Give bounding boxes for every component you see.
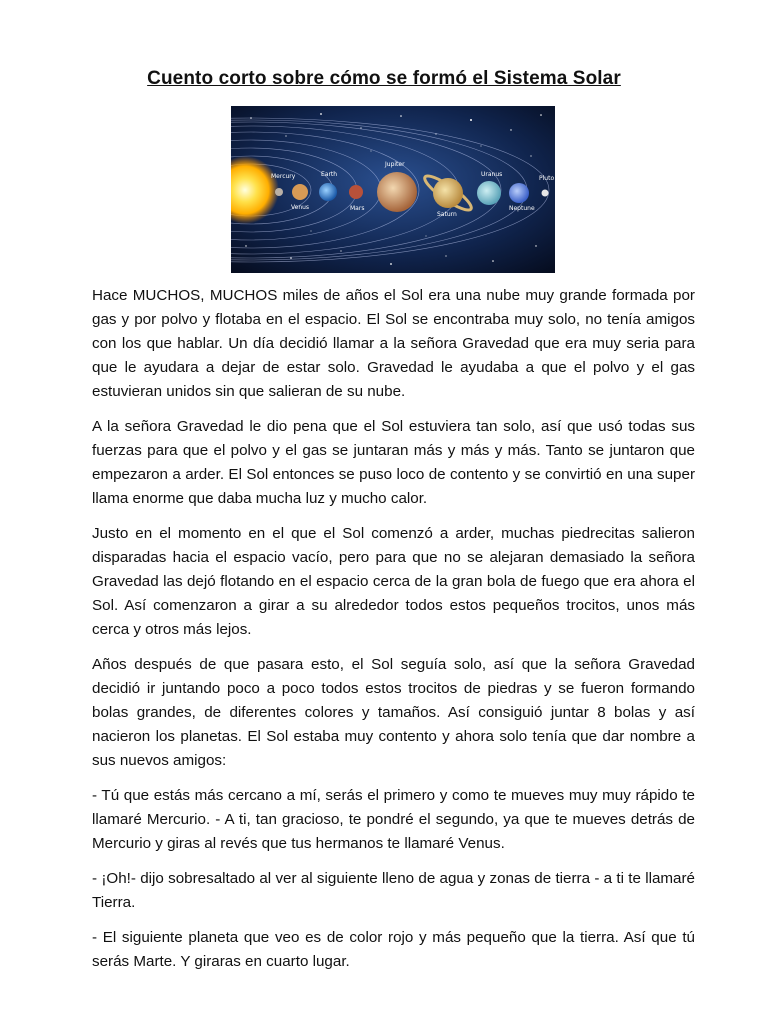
mercury-planet [275, 188, 283, 196]
solar-system-illustration [231, 106, 555, 273]
label-mercury: Mercury [271, 173, 296, 180]
paragraph: Hace MUCHOS, MUCHOS miles de años el Sol era una nube muy grande formada por gas y por polvo y flotaba en el espacio. El Sol se encontraba muy solo, no tenía amigos con los que hablar. Un día decidió llamar a la señora Gravedad que era muy seria para que le ayudara a dejar de estar solo. Gravedad le ayudaba a que el polvo y el gas estuvieran unidos sin que salieran de su nube. [92, 287, 695, 400]
paragraph: - El siguiente planeta que veo es de color rojo y más pequeño que la tierra. Así que tú serás Marte. Y giraras en cuarto lugar. [92, 929, 695, 970]
page-title: Cuento corto sobre cómo se formó el Sistema Solar [147, 68, 621, 89]
paragraph: Justo en el momento en el que el Sol comenzó a arder, muchas piedrecitas salieron disparadas hacia el espacio vacío, pero para que no se alejaran demasiado la señora Gravedad las dejó flotando en el espacio cerca de la gran bola de fuego que era ahora el Sol. Así comenzaron a girar a su alrededor todos estos pequeños trocitos, unos más cerca y otros más lejos. [92, 525, 695, 638]
label-saturn: Saturn [437, 211, 457, 218]
paragraph: - ¡Oh!- dijo sobresaltado al ver al siguiente lleno de agua y zonas de tierra - a ti te llamaré Tierra. [92, 870, 695, 911]
paragraph: - Tú que estás más cercano a mí, serás el primero y como te mueves muy muy rápido te llamaré Mercurio. - A ti, tan gracioso, te pondré el segundo, ya que te mueves detrás de Mercurio y giras al revés que tus hermanos te llamaré Venus. [92, 787, 695, 852]
label-earth: Earth [321, 171, 338, 178]
neptune-planet [509, 183, 529, 203]
earth-planet [319, 183, 337, 201]
label-venus: Venus [291, 204, 310, 211]
venus-planet [292, 184, 308, 200]
paragraph: Años después de que pasara esto, el Sol seguía solo, así que la señora Gravedad decidió ir juntando poco a poco todos estos trocitos de piedras y se fueron formando bolas grandes, de diferentes colores y tamaños. Así consiguió juntar 8 bolas y así nacieron los planetas. El Sol estaba muy contento y ahora solo tenía que dar nombre a sus nuevos amigos: [92, 656, 695, 769]
uranus-planet [477, 181, 501, 205]
paragraph: A la señora Gravedad le dio pena que el Sol estuviera tan solo, así que usó todas sus fuerzas para que el polvo y el gas se juntaran más y más y más. Tanto se juntaron que empezaron a arder. El Sol entonces se puso loco de contento y se convirtió en una super llama enorme que daba mucha luz y mucho calor. [92, 418, 695, 507]
story-body [92, 284, 695, 985]
pluto-planet [542, 190, 549, 197]
mars-planet [349, 185, 363, 199]
jupiter-planet [377, 172, 417, 212]
label-neptune: Neptune [509, 205, 535, 212]
label-uranus: Uranus [481, 171, 503, 178]
label-mars: Mars [350, 205, 365, 212]
label-jupiter: Jupiter [385, 161, 405, 168]
label-pluto: Pluto [539, 175, 555, 182]
